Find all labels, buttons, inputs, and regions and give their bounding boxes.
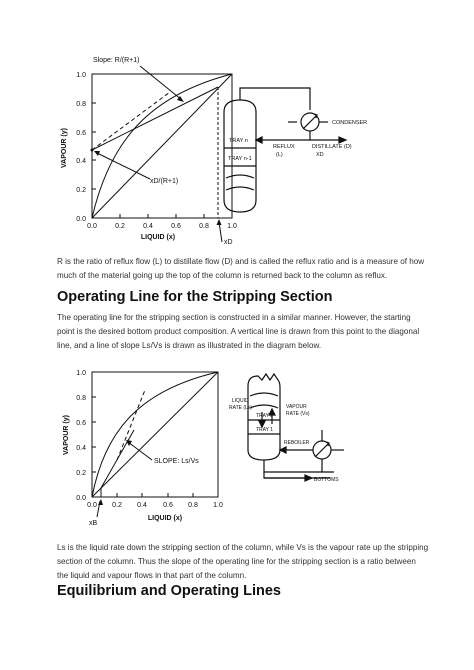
plot1-x-axis-label: LIQUID (x) xyxy=(140,234,176,241)
x-tick: 0.2 xyxy=(115,223,125,230)
plot2-y-ticks xyxy=(76,370,86,502)
tray-n-label: TRAY n xyxy=(229,138,248,144)
x-tick: 0.4 xyxy=(143,223,153,230)
y-tick: 0.8 xyxy=(76,101,86,108)
liquid-rate-label: LIQUID xyxy=(232,398,249,404)
y-tick: 0.2 xyxy=(76,187,86,194)
x-tick: 0.0 xyxy=(87,502,97,509)
reflux-label: REFLUX xyxy=(273,144,295,150)
condenser-label: CONDENSER xyxy=(332,120,368,126)
x-tick: 0.0 xyxy=(87,223,97,230)
x-tick: 0.2 xyxy=(112,502,122,509)
intercept-label: xD/(R+1) xyxy=(150,178,179,185)
rectifying-section-figure xyxy=(0,0,474,250)
plot1-y-axis-label: VAPOUR (y) xyxy=(61,128,68,168)
y-tick: 0.6 xyxy=(76,420,86,427)
x-tick: 0.4 xyxy=(137,502,147,509)
y-tick: 1.0 xyxy=(76,72,86,79)
reflux-sub-label: (L) xyxy=(276,152,283,158)
y-tick: 0.0 xyxy=(76,495,86,502)
y-tick: 0.8 xyxy=(76,395,86,402)
y-tick: 0.0 xyxy=(76,216,86,223)
y-tick: 0.6 xyxy=(76,130,86,137)
reboiler-label: REBOILER xyxy=(284,440,310,446)
plot1-x-ticks xyxy=(87,223,237,230)
x-tick: 0.6 xyxy=(171,223,181,230)
x-tick: 1.0 xyxy=(213,502,223,509)
dashed-line xyxy=(117,390,145,460)
x-tick: 0.8 xyxy=(199,223,209,230)
vapour-rate-label: VAPOUR xyxy=(286,404,307,410)
tray1-label: TRAY 1 xyxy=(256,427,274,433)
liquid-rate-label-2: RATE (Ls) xyxy=(229,405,252,411)
distillate-sub-label: XD xyxy=(316,152,324,158)
plot1-y-ticks xyxy=(76,72,86,223)
bottoms-label: BOTTOMS xyxy=(314,477,339,483)
distillate-label: DISTILLATE (D) xyxy=(312,144,352,150)
diagonal-line xyxy=(92,74,232,218)
heading-stripping-section: Operating Line for the Stripping Section xyxy=(57,289,333,305)
slope-label: Slope: R/(R+1) xyxy=(93,57,140,64)
tray-n1-label: TRAY n-1 xyxy=(228,156,252,162)
paragraph-stripping-slope: Ls is the liquid rate down the stripping section of the column, while Vs is the vapour rate up the stripping section of the column. Thus the slope of the operating line for the stripping section is a ratio between the liquid and vapour flows in that part of the column. xyxy=(57,543,429,580)
diagonal-line xyxy=(92,372,218,497)
x-tick: 0.8 xyxy=(188,502,198,509)
paragraph-reflux-ratio: R is the ratio of reflux flow (L) to distillate flow (D) and is called the reflux ratio and is a measure of how much of the material going up the top of the column is returned back to the column as reflux. xyxy=(57,257,425,280)
operating-line xyxy=(92,87,218,150)
y-tick: 0.4 xyxy=(76,445,86,452)
paragraph-stripping-construction: The operating line for the stripping section is constructed in a similar manner. However, the starting point is the desired bottom product composition. A vertical line is drawn from this point to the diagonal line, and a line of slope Ls/Vs is drawn as illustrated in the diagram below. xyxy=(57,313,420,350)
x-tick: 1.0 xyxy=(227,223,237,230)
heading-equilibrium-operating: Equilibrium and Operating Lines xyxy=(57,583,281,599)
y-tick: 0.4 xyxy=(76,158,86,165)
slope-label: SLOPE: Ls/Vs xyxy=(154,458,199,465)
plot2-x-ticks xyxy=(87,502,223,509)
y-tick: 0.2 xyxy=(76,470,86,477)
vapour-rate-label-2: RATE (Vs) xyxy=(286,411,310,417)
stripping-section-figure xyxy=(0,360,474,535)
plot2-x-axis-label: LIQUID (x) xyxy=(147,515,183,522)
rectifying-column-diagram xyxy=(224,88,346,212)
plot2-y-axis-label: VAPOUR (y) xyxy=(63,415,70,455)
dashed-line xyxy=(92,92,170,150)
xd-label: xD xyxy=(224,239,233,246)
y-tick: 1.0 xyxy=(76,370,86,377)
xb-label: xB xyxy=(89,520,98,527)
tray2-label: TRAY 2 xyxy=(256,413,274,419)
x-tick: 0.6 xyxy=(163,502,173,509)
